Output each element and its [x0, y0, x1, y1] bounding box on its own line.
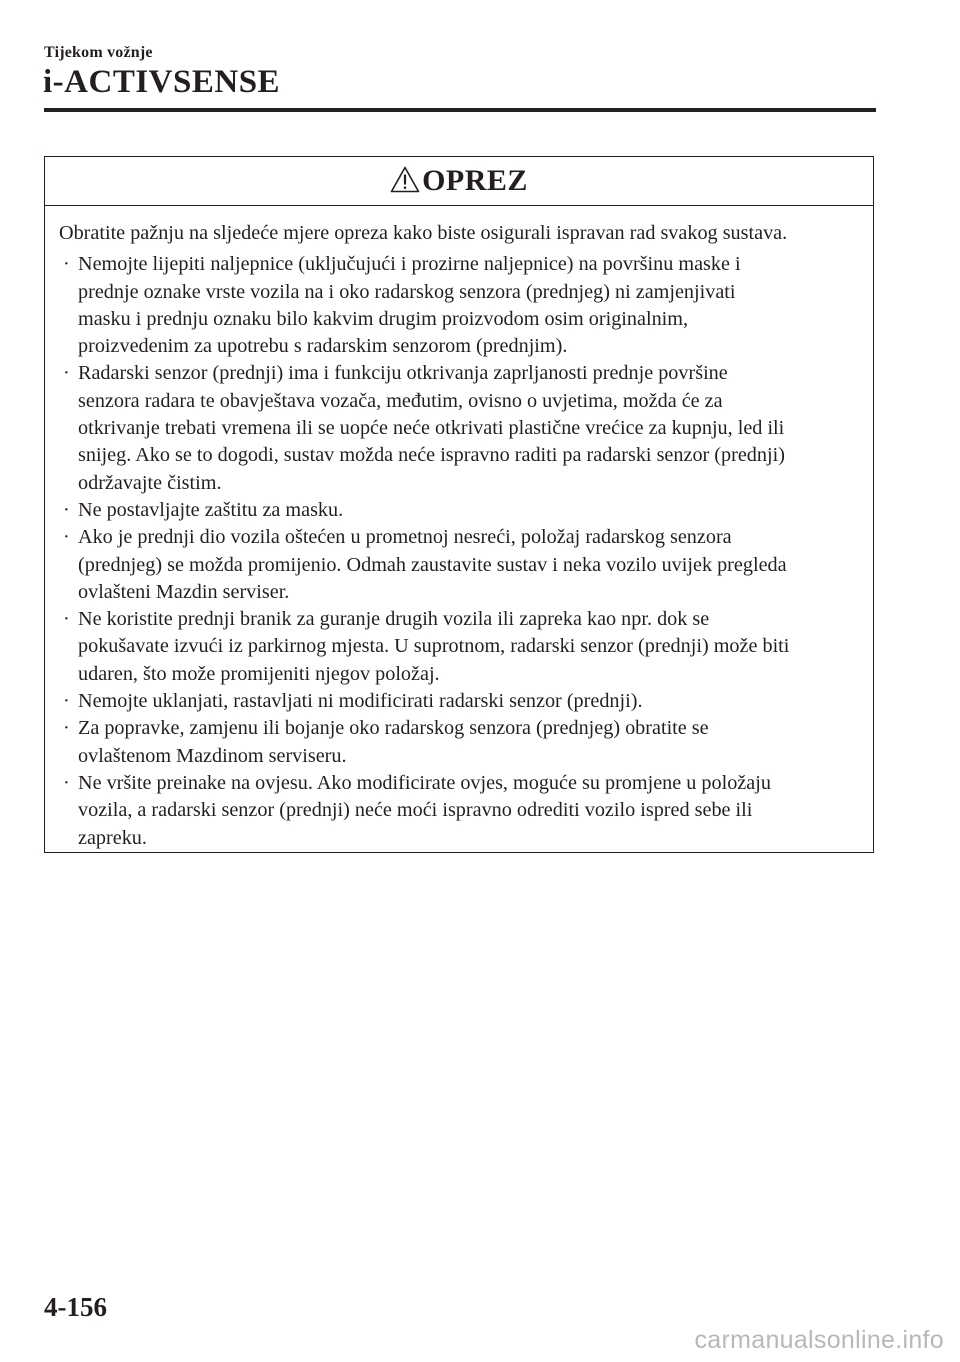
bullet-dot: · [63, 253, 70, 276]
caution-bullet-item [59, 770, 859, 852]
caution-bullet-item [59, 251, 859, 360]
bullet-dot: · [63, 526, 70, 549]
bullet-line: Za popravke, zamjenu ili bojanje oko radarskog senzora (prednjeg) obratite se [78, 717, 709, 740]
bullet-line: udaren, što može promijeniti njegov položaj. [78, 662, 440, 685]
watermark: carmanualsonline.info [694, 1326, 944, 1354]
caution-bullet-item [59, 497, 859, 524]
caution-bullet-item [59, 524, 859, 606]
caution-title: OPREZ [422, 164, 528, 197]
bullet-line: Ne postavljajte zaštitu za masku. [78, 498, 344, 521]
caution-bullet-list [59, 251, 859, 852]
bullet-line: pokušavate izvući iz parkirnog mjesta. U suprotnom, radarski senzor (prednji) može biti [78, 635, 790, 658]
bullet-dot: · [63, 771, 70, 794]
bullet-line: Ne vršite preinake na ovjesu. Ako modificirate ovjes, moguće su promjene u položaju [78, 771, 771, 794]
bullet-line: ovlaštenom Mazdinom serviseru. [78, 744, 347, 767]
bullet-line: snijeg. Ako se to dogodi, sustav možda neće ispravno raditi pa radarski senzor (prednji) [78, 444, 785, 467]
bullet-line: (prednjeg) se možda promijenio. Odmah zaustavite sustav i neka vozilo uvijek pregleda [78, 553, 787, 576]
caution-header [45, 157, 873, 206]
warning-triangle-icon [390, 166, 420, 193]
section-label: Tijekom vožnje [44, 44, 153, 61]
bullet-line: Ako je prednji dio vozila oštećen u prometnoj nesreći, položaj radarskog senzora [78, 526, 732, 549]
bullet-dot: · [63, 498, 70, 521]
bullet-dot: · [63, 717, 70, 740]
bullet-line: senzora radara te obavještava vozača, međutim, ovisno o uvjetima, možda će za [78, 389, 723, 412]
header-divider [44, 108, 876, 112]
caution-bullet-item [59, 606, 859, 688]
caution-bullet-item [59, 688, 859, 715]
bullet-line: otkrivanje trebati vremena ili se uopće neće otkrivati plastične vrećice za kupnju, led ili [78, 417, 785, 440]
page-number: 4-156 [44, 1292, 107, 1322]
bullet-dot: · [63, 362, 70, 385]
caution-bullet-item [59, 715, 859, 770]
bullet-line: Nemojte uklanjati, rastavljati ni modificirati radarski senzor (prednji). [78, 690, 643, 713]
bullet-line: prednje oznake vrste vozila na i oko radarskog senzora (prednjeg) ni zamjenjivati [78, 280, 736, 303]
bullet-line: Radarski senzor (prednji) ima i funkciju otkrivanja zaprljanosti prednje površine [78, 362, 728, 385]
bullet-line: Ne koristite prednji branik za guranje drugih vozila ili zapreka kao npr. dok se [78, 608, 710, 631]
caution-body [45, 206, 873, 852]
bullet-line: održavajte čistim. [78, 471, 222, 494]
bullet-line: zapreku. [78, 826, 147, 849]
bullet-dot: · [63, 608, 70, 631]
chapter-title: i-ACTIVSENSE [43, 64, 281, 100]
bullet-line: Nemojte lijepiti naljepnice (uključujući i prozirne naljepnice) na površinu maske i [78, 253, 741, 276]
caution-intro: Obratite pažnju na sljedeće mjere opreza kako biste osigurali ispravan rad svakog sustava. [59, 222, 788, 244]
bullet-line: masku i prednju oznaku bilo kakvim drugim proizvodom osim originalnim, [78, 307, 689, 330]
bullet-line: vozila, a radarski senzor (prednji) neće moći ispravno odrediti vozilo ispred sebe ili [78, 799, 753, 822]
bullet-dot: · [63, 690, 70, 713]
caution-box [44, 156, 874, 853]
bullet-line: proizvedenim za upotrebu s radarskim senzorom (prednjim). [78, 335, 568, 358]
bullet-line: ovlašteni Mazdin serviser. [78, 580, 290, 603]
caution-bullet-item [59, 360, 859, 496]
